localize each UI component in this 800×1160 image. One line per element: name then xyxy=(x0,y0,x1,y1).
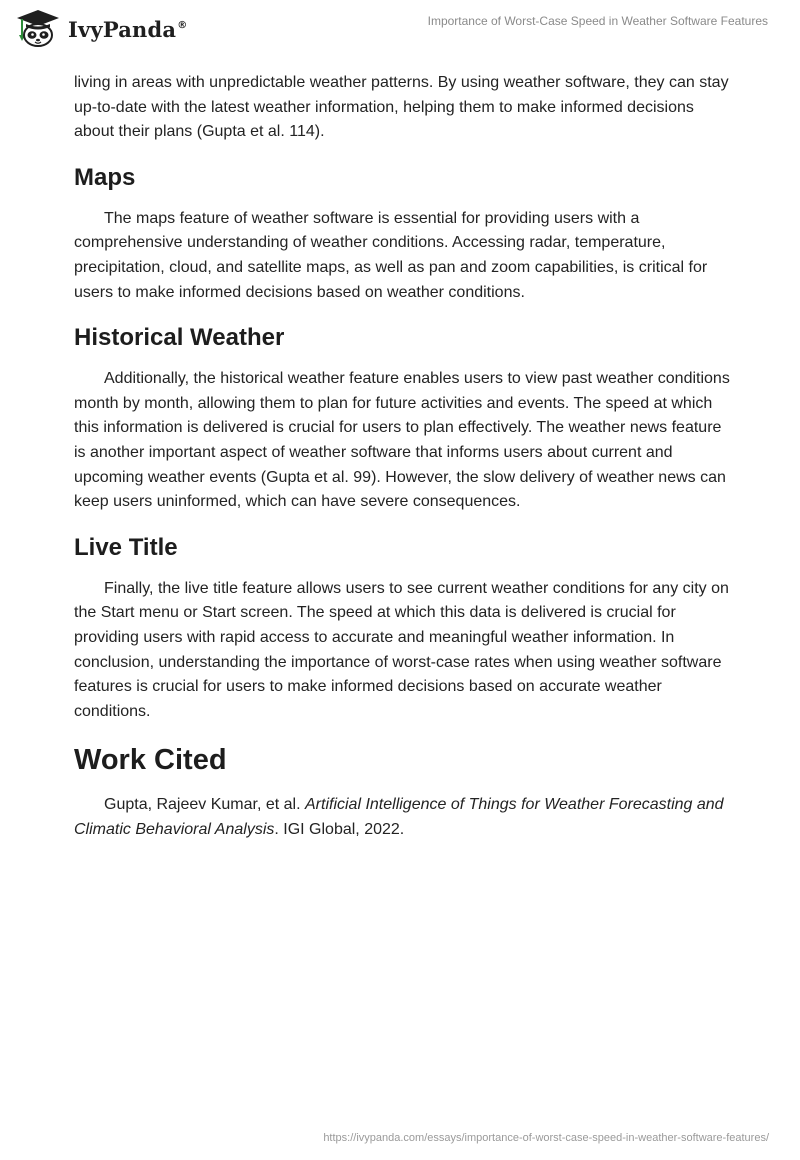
citation-authors: Gupta, Rajeev Kumar, et al. xyxy=(104,796,305,814)
page-header xyxy=(0,0,800,60)
citation-book-title: Artificial Intelligence of Things for Weather Forecasting and Climatic Behavioral Analysis xyxy=(74,796,724,838)
citation-publisher: . IGI Global, 2022. xyxy=(274,820,405,838)
ivypanda-logo[interactable] xyxy=(14,8,187,48)
section-heading-live-title: Live Title xyxy=(74,533,178,561)
section-paragraph-historical-weather: Additionally, the historical weather feature enables users to view past weather conditions month by month, allowing them to plan for future activities and events. The speed at which this information is delivered is crucial for users to plan effectively. The weather news feature is another important aspect of weather software that informs users about current and upcoming weather events (Gupta et al. 99). However, the slow delivery of weather news can keep users uninformed, which can have severe consequences. xyxy=(74,370,730,511)
registered-mark: ® xyxy=(177,19,188,31)
logo-text: IvyPanda xyxy=(68,16,177,42)
source-url[interactable]: https://ivypanda.com/essays/importance-of-worst-case-speed-in-weather-software-features/ xyxy=(323,1132,769,1144)
section-heading-historical-weather: Historical Weather xyxy=(74,324,285,352)
section-paragraph-live-title: Finally, the live title feature allows users to see current weather conditions for any city on the Start menu or Start screen. The speed at which this data is delivered is crucial for providing users with rapid access to accurate and meaningful weather information. In conclusion, understanding the importance of worst-case rates when using weather software features is crucial for users to make informed decisions based on accurate weather conditions. xyxy=(74,579,729,720)
citation-entry xyxy=(74,793,734,842)
panda-mascot-icon xyxy=(14,8,62,48)
intro-paragraph: living in areas with unpredictable weather patterns. By using weather software, they can stay up-to-date with the latest weather information, helping them to make informed decisions about their plans (Gupta et al. 114). xyxy=(74,74,729,141)
essay-content xyxy=(74,71,734,842)
document-title: Importance of Worst-Case Speed in Weather Software Features xyxy=(427,14,768,28)
logo-wordmark xyxy=(68,17,187,42)
section-heading-maps: Maps xyxy=(74,163,136,191)
works-cited-heading: Work Cited xyxy=(74,744,227,777)
section-paragraph-maps: The maps feature of weather software is essential for providing users with a comprehensive understanding of weather conditions. Accessing radar, temperature, precipitation, cloud, and satellite maps, as well as pan and zoom capabilities, is critical for users to make informed decisions based on weather conditions. xyxy=(74,209,708,301)
